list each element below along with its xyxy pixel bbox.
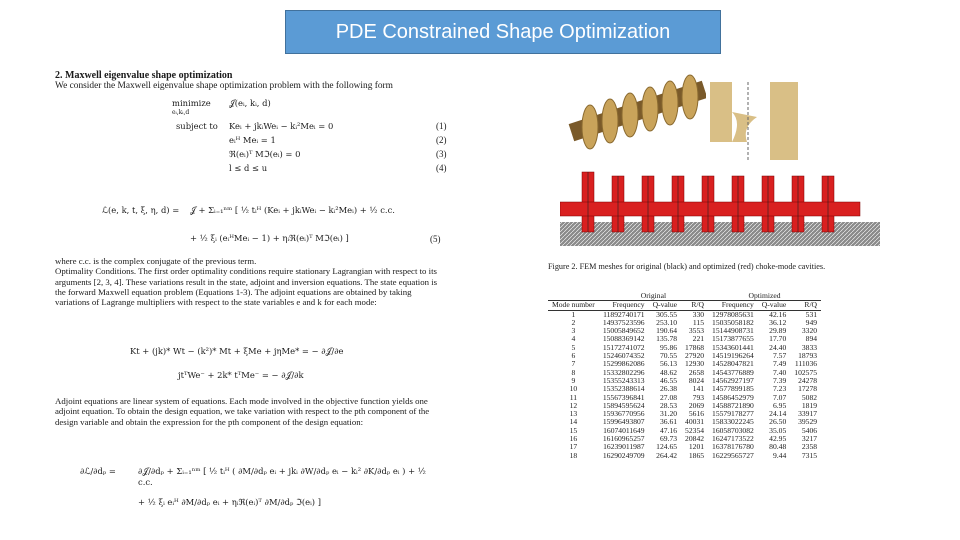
table-cell: 7.39 <box>772 375 787 385</box>
table-cell: 8024 <box>688 375 705 385</box>
group-header-optimized: Optimized <box>748 291 781 300</box>
table-cell: 3320 <box>801 326 818 336</box>
design-line-1: ∂𝒥/∂dₚ + Σᵢ₌₁ⁿᵐ [ ½ tᵢᴴ ( ∂M/∂dₚ eᵢ + jkᵢ ∂W/∂dₚ eᵢ − kᵢ² ∂K/∂dₚ eᵢ ) + ½ c.c. <box>138 466 426 487</box>
table-cell: 16247173522 <box>712 434 754 444</box>
table-cell: 793 <box>692 392 705 402</box>
table-cell: 39529 <box>798 417 818 427</box>
table-cell: 3553 <box>688 326 705 336</box>
table-cell: 17278 <box>798 384 818 394</box>
table-cell: 27920 <box>685 351 705 361</box>
paper-text-column <box>55 70 445 92</box>
table-body <box>548 310 821 460</box>
adjoint-equation-1: Kt + (jk)* Wt − (k²)* Mt + ξMe + jηMe* = − ∂𝒥/∂e <box>130 346 344 356</box>
table-cell: 14543776889 <box>712 367 754 377</box>
table-cell: 18793 <box>798 351 818 361</box>
table-cell: 949 <box>805 317 818 327</box>
table-cell: 115 <box>692 317 705 327</box>
table-cell: 15936770956 <box>602 409 645 419</box>
table-cell: 15005849652 <box>602 326 645 336</box>
mode-number-cell: 18 <box>569 450 578 460</box>
mode-number-cell: 4 <box>571 334 576 344</box>
table-cell: 16074011649 <box>603 425 645 435</box>
constraint-3: ℜ(eᵢ)ᵀ Mℑ(eᵢ) = 0 <box>229 149 301 159</box>
table-cell: 15035058182 <box>712 317 754 327</box>
column-header: Q-value <box>761 300 787 310</box>
constraint-2: eᵢᴴ Meᵢ = 1 <box>229 135 276 145</box>
table-cell: 31.20 <box>659 409 678 419</box>
table-cell: 3217 <box>801 434 818 444</box>
mode-number-cell: 7 <box>571 359 576 369</box>
constraint-1: Keᵢ + jkᵢWeᵢ − kᵢ²Meᵢ = 0 <box>229 121 334 131</box>
table-cell: 15894595624 <box>602 400 645 410</box>
table-cell: 12978085631 <box>712 309 754 319</box>
lagrangian-lhs: ℒ(e, k, t, ξ, η, d) = <box>102 205 180 215</box>
cavity-mesh-figure <box>560 72 880 252</box>
table-cell: 7.23 <box>772 384 787 394</box>
table-cell: 16058703082 <box>712 425 754 435</box>
table-cell: 15579178277 <box>712 409 754 419</box>
table-cell: 5616 <box>688 409 705 419</box>
table-cell: 330 <box>692 309 705 319</box>
column-header: R/Q <box>804 300 818 310</box>
table-cell: 1865 <box>688 450 705 460</box>
table-cell: 102575 <box>794 367 818 377</box>
table-cell: 16229565727 <box>712 450 754 460</box>
table-cell: 253.10 <box>656 317 678 327</box>
table-cell: 1819 <box>801 400 818 410</box>
table-cell: 15332802296 <box>602 367 645 377</box>
table-cell: 141 <box>692 384 705 394</box>
mode-number-cell: 14 <box>569 417 578 427</box>
table-cell: 33917 <box>798 409 818 419</box>
table-cell: 47.16 <box>659 425 678 435</box>
table-cell: 17.70 <box>769 334 787 344</box>
table-cell: 16378176780 <box>712 442 754 452</box>
section-heading: 2. Maxwell eigenvalue shape optimization <box>55 70 233 81</box>
table-cell: 14562927197 <box>712 375 754 385</box>
table-cell: 26.38 <box>659 384 678 394</box>
constraint-4-number: (4) <box>436 163 447 173</box>
table-cell: 7.40 <box>772 367 787 377</box>
table-cell: 15833022245 <box>712 417 754 427</box>
table-cell: 124.65 <box>656 442 678 452</box>
mode-number-cell: 16 <box>569 434 578 444</box>
table-cell: 190.64 <box>656 326 678 336</box>
table-cell: 5082 <box>801 392 818 402</box>
lagrangian-line-2: + ½ ξᵢ (eᵢᴴMeᵢ − 1) + ηᵢℜ(eᵢ)ᵀ Mℑ(eᵢ) ] <box>190 233 349 243</box>
table-cell: 16290249709 <box>602 450 645 460</box>
table-cell: 42.95 <box>769 434 787 444</box>
table-cell: 17868 <box>685 342 705 352</box>
table-cell: 15355243313 <box>602 375 645 385</box>
table-cell: 7315 <box>801 450 818 460</box>
mode-number-cell: 15 <box>569 425 578 435</box>
lagrangian-line-1: 𝒥 + Σᵢ₌₁ⁿᵐ [ ½ tᵢᴴ (Keᵢ + jkᵢWeᵢ − kᵢ²Meᵢ) + ½ c.c. <box>190 205 395 215</box>
design-line-2: + ½ ξᵢ eᵢᴴ ∂M/∂dₚ eᵢ + ηᵢℜ(eᵢ)ᵀ ∂M/∂dₚ ℑ(eᵢ) ] <box>138 497 321 507</box>
adjoint-equation-2: jtᵀWe⁻ + 2k* tᵀMe⁻ = − ∂𝒥/∂k <box>178 370 304 380</box>
table-cell: 24278 <box>798 375 818 385</box>
table-cell: 14588721890 <box>712 400 754 410</box>
table-cell: 221 <box>692 334 705 344</box>
cc-note: where c.c. is the complex conjugate of the previous term. <box>55 256 257 266</box>
table-cell: 15352388614 <box>602 384 645 394</box>
mode-number-cell: 8 <box>571 367 576 377</box>
table-cell: 15173877655 <box>712 334 754 344</box>
table-cell: 14586452979 <box>712 392 754 402</box>
table-cell: 35.05 <box>769 425 787 435</box>
table-cell: 264.42 <box>656 450 678 460</box>
table-cell: 135.78 <box>656 334 678 344</box>
table-cell: 42.16 <box>769 309 787 319</box>
mode-number-cell: 13 <box>569 409 578 419</box>
table-cell: 52354 <box>685 425 705 435</box>
cavity-cross-section-image <box>706 78 802 160</box>
column-header: Frequency <box>612 300 645 310</box>
table-cell: 56.13 <box>659 359 678 369</box>
mode-number-cell: 12 <box>569 400 578 410</box>
figure-caption: Figure 2. FEM meshes for original (black) and optimized (red) choke-mode cavities. <box>548 262 826 271</box>
table-cell: 16239011987 <box>603 442 645 452</box>
objective-expr: 𝒥(eᵢ, kᵢ, d) <box>229 98 271 108</box>
table-cell: 11892740171 <box>603 309 645 319</box>
minimize-label: minimize <box>172 98 211 108</box>
table-cell: 26.50 <box>769 417 787 427</box>
table-cell: 2358 <box>801 442 818 452</box>
table-cell: 36.61 <box>659 417 678 427</box>
table-cell: 15144908731 <box>712 326 754 336</box>
table-cell: 15343601441 <box>712 342 754 352</box>
table-cell: 15567396841 <box>602 392 645 402</box>
table-cell: 894 <box>805 334 818 344</box>
column-header: Mode number <box>552 300 595 310</box>
table-cell: 46.55 <box>659 375 678 385</box>
table-cell: 29.89 <box>769 326 787 336</box>
table-row <box>548 452 821 460</box>
fem-mesh-comparison-image <box>560 172 880 246</box>
mode-number-cell: 6 <box>571 351 576 361</box>
group-header-original: Original <box>640 291 667 300</box>
table-cell: 2658 <box>688 367 705 377</box>
table-cell: 15246074352 <box>602 351 645 361</box>
lagrangian-number: (5) <box>430 234 441 244</box>
table-cell: 70.55 <box>659 351 678 361</box>
results-table <box>548 292 821 460</box>
table-cell: 36.12 <box>769 317 787 327</box>
table-cell: 7.07 <box>772 392 787 402</box>
mode-number-cell: 1 <box>571 309 576 319</box>
table-cell: 27.08 <box>659 392 678 402</box>
table-cell: 3833 <box>801 342 818 352</box>
table-cell: 15172741072 <box>602 342 645 352</box>
column-header: Frequency <box>721 300 754 310</box>
table-cell: 80.48 <box>769 442 787 452</box>
table-cell: 95.86 <box>659 342 678 352</box>
mode-number-cell: 2 <box>571 317 576 327</box>
table-cell: 5406 <box>801 425 818 435</box>
minimize-sub: eᵢ,kᵢ,d <box>172 109 190 116</box>
table-cell: 14577899185 <box>712 384 754 394</box>
table-cell: 531 <box>805 309 818 319</box>
table-cell: 9.44 <box>772 450 787 460</box>
mode-number-cell: 3 <box>571 326 576 336</box>
table-cell: 20842 <box>685 434 705 444</box>
table-cell: 28.53 <box>659 400 678 410</box>
table-cell: 14937523596 <box>602 317 645 327</box>
table-cell: 24.14 <box>769 409 787 419</box>
optimality-paragraph: Optimality Conditions. The first order optimality conditions require stationary Lagrangian with respect to its arguments [2, 3, 4]. These variations result in the state, adjoint and inversion equations. The state equation is the forward Maxwell equation problem (Equations 1-3). The adjoint equations are obtained by taking variations of Lagrange multipliers with respect to the state variables e and k for each mode: <box>55 266 438 308</box>
constraint-2-number: (2) <box>436 135 447 145</box>
table-cell: 15299862086 <box>602 359 645 369</box>
table-cell: 305.55 <box>656 309 678 319</box>
table-cell: 7.49 <box>772 359 787 369</box>
table-cell: 14528047821 <box>712 359 754 369</box>
constraint-3-number: (3) <box>436 149 447 159</box>
constraint-4: l ≤ d ≤ u <box>229 163 268 173</box>
table-cell: 69.73 <box>659 434 678 444</box>
table-cell: 16160965257 <box>602 434 645 444</box>
table-cell: 7.57 <box>772 351 787 361</box>
column-header: Q-value <box>652 300 678 310</box>
table-cell: 12930 <box>685 359 705 369</box>
adjoint-paragraph: Adjoint equations are linear system of equations. Each mode involved in the objective function yields one adjoint equation. To obtain the design equation, we take variation with respect to the pth component of the design variable and obtain the expression for the pth component of the design equation: <box>55 396 430 427</box>
table-header-row <box>548 301 821 310</box>
table-cell: 111036 <box>794 359 818 369</box>
column-header: R/Q <box>691 300 705 310</box>
intro-text: We consider the Maxwell eigenvalue shape optimization problem with the following form <box>55 81 393 91</box>
mode-number-cell: 17 <box>569 442 578 452</box>
table-cell: 40031 <box>685 417 705 427</box>
constraint-1-number: (1) <box>436 121 447 131</box>
table-cell: 48.62 <box>659 367 678 377</box>
table-cell: 2069 <box>688 400 705 410</box>
optimality-block <box>55 256 445 307</box>
table-cell: 24.40 <box>769 342 787 352</box>
table-cell: 15996493807 <box>602 417 645 427</box>
slide-title: PDE Constrained Shape Optimization <box>335 20 671 43</box>
table-cell: 1201 <box>688 442 705 452</box>
table-cell: 14519196264 <box>712 351 754 361</box>
slide-title-box <box>285 10 721 54</box>
table-cell: 15088369142 <box>602 334 645 344</box>
table-cell: 6.95 <box>772 400 787 410</box>
mode-number-cell: 9 <box>571 375 576 385</box>
mode-number-cell: 10 <box>569 384 578 394</box>
mode-number-cell: 11 <box>569 392 578 402</box>
design-lhs: ∂ℒ/∂dₚ = <box>80 466 116 476</box>
mode-number-cell: 5 <box>571 342 576 352</box>
cavity-3d-model-image <box>569 75 708 149</box>
subject-to-label: subject to <box>176 121 218 131</box>
